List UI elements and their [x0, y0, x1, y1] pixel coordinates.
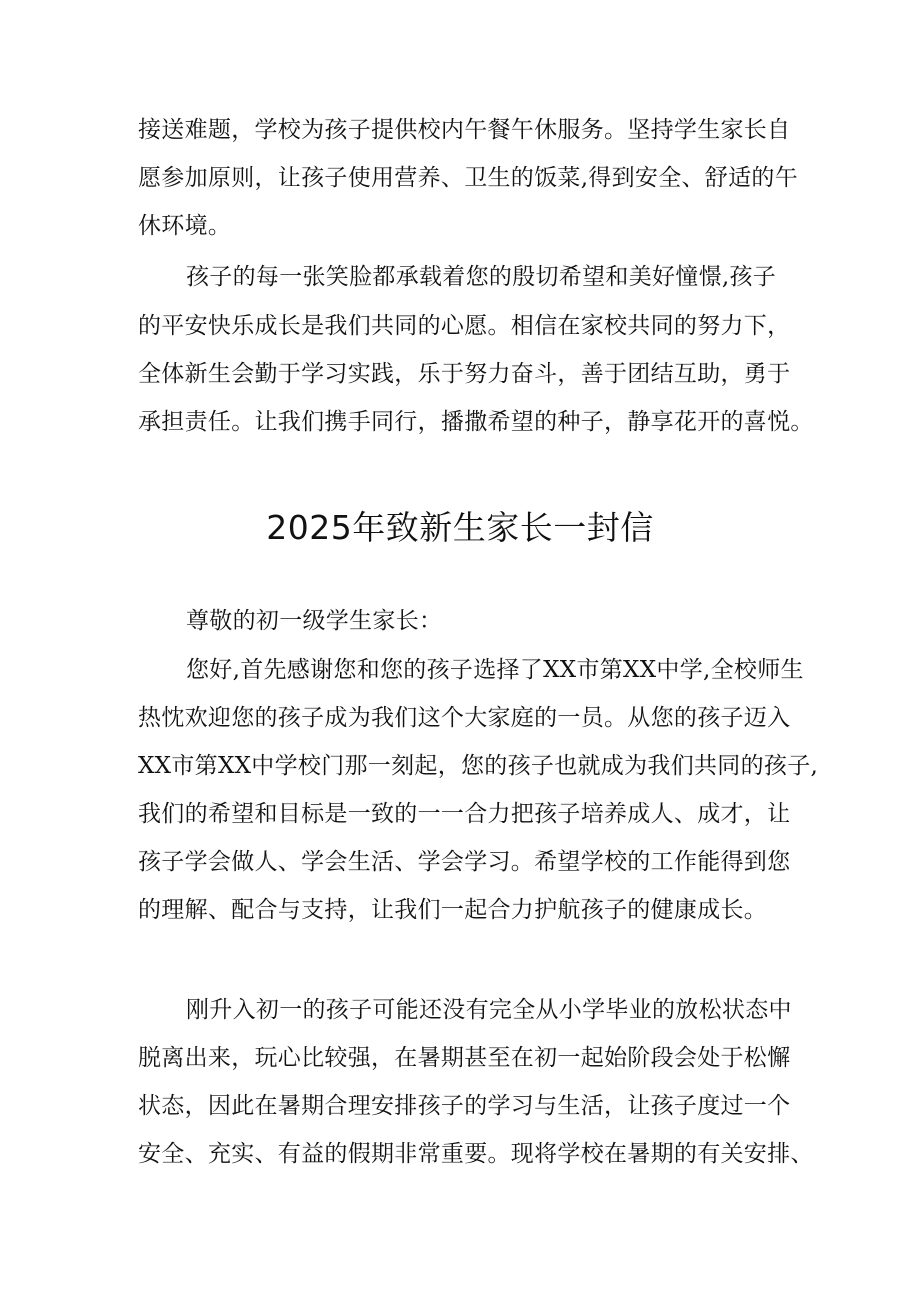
text-line: 孩子学会做人、学会生活、学会学习。希望学校的工作能得到您: [138, 849, 791, 875]
text-line: 的理解、配合与支持，让我们一起合力护航孩子的健康成长。: [138, 897, 768, 923]
text-line: 状态，因此在暑期合理安排孩子的学习与生活，让孩子度过一个: [138, 1093, 791, 1119]
text-line: 热忱欢迎您的孩子成为我们这个大家庭的一员。从您的孩子迈入: [138, 705, 791, 731]
salutation: 尊敬的初一级学生家长：: [186, 608, 443, 634]
letter-title: 2025年致新生家长一封信: [266, 508, 654, 547]
text-line: 您好,首先感谢您和您的孩子选择了XX市第XX中学,全校师生: [186, 657, 804, 683]
text-line: 休环境。: [138, 213, 232, 239]
text-line: XX市第XX中学校门那一刻起，您的孩子也就成为我们共同的孩子,: [138, 753, 819, 779]
text-line: 全体新生会勤于学习实践，乐于努力奋斗，善于团结互助，勇于: [138, 361, 791, 387]
text-line: 愿参加原则，让孩子使用营养、卫生的饭菜,得到安全、舒适的午: [138, 165, 799, 191]
text-line: 安全、充实、有益的假期非常重要。现将学校在暑期的有关安排、: [138, 1141, 814, 1167]
text-line: 脱离出来，玩心比较强，在暑期甚至在初一起始阶段会处于松懈: [138, 1045, 791, 1071]
text-line: 的平安快乐成长是我们共同的心愿。相信在家校共同的努力下，: [138, 313, 791, 339]
text-line: 我们的希望和目标是一致的一一合力把孩子培养成人、成才，让: [138, 801, 791, 827]
text-line: 接送难题，学校为孩子提供校内午餐午休服务。坚持学生家长自: [138, 117, 791, 143]
text-line: 孩子的每一张笑脸都承载着您的殷切希望和美好憧憬,孩子: [186, 264, 777, 290]
text-line: 承担责任。让我们携手同行，播撒希望的种子，静享花开的喜悦。: [138, 409, 814, 435]
text-line: 刚升入初一的孩子可能还没有完全从小学毕业的放松状态中: [186, 997, 792, 1023]
